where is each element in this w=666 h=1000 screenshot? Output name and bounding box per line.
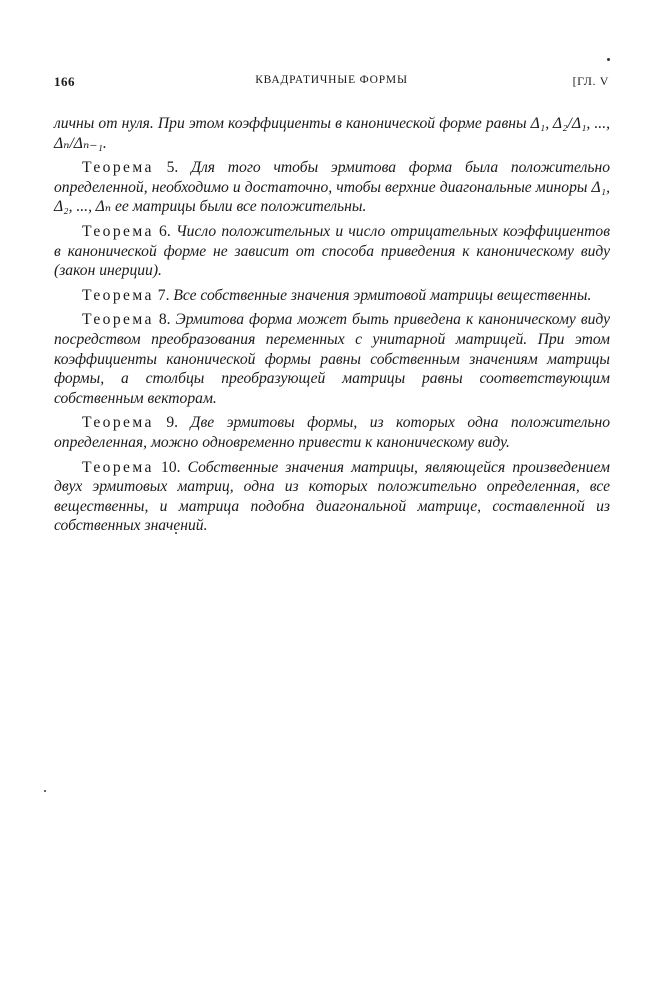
paragraph-continuation: [54, 114, 610, 153]
theorem-5: [54, 158, 610, 217]
theorem-label: Теорема: [82, 414, 154, 432]
theorem-label: Теорема: [82, 458, 154, 476]
theorem-7: [54, 286, 610, 306]
page-number: 166: [54, 74, 75, 89]
theorem-statement: Для того чтобы эрмитова форма была положительно определенной, необходимо и достаточно, чтобы верхние диагональные миноры Δ₁, Δ₂, ..., Δₙ ее матрицы были все положительны.: [54, 159, 611, 216]
chapter-reference: [ГЛ. V: [572, 74, 609, 88]
theorem-label: Теорема: [82, 286, 154, 304]
theorem-number: 6.: [159, 222, 171, 240]
theorem-label: Теорема: [82, 311, 154, 329]
theorem-6: [54, 222, 610, 281]
page-header: [54, 74, 609, 94]
theorem-statement: Собственные значения матрицы, являющейся произведением двух эрмитовых матриц, одна из которых положительно определенная, все вещественны, и матрица подобна диагональной матрице, составленной из собственных значений.: [54, 458, 610, 535]
running-title: КВАДРАТИЧНЫЕ ФОРМЫ: [255, 74, 408, 86]
theorem-number: 7.: [157, 286, 170, 304]
print-speck: [44, 790, 46, 792]
theorem-number: 10.: [161, 458, 181, 476]
theorem-number: 8.: [158, 311, 171, 329]
paragraph-text: личны от нуля. При этом коэффициенты в канонической форме равны Δ₁, Δ₂/Δ₁, ..., Δₙ/Δₙ₋₁.: [54, 115, 610, 152]
theorem-label: Теорема: [82, 222, 154, 240]
theorem-10: [54, 458, 610, 536]
theorem-statement: Две эрмитовы формы, из которых одна положительно определенная, можно одновременно привести к каноническому виду.: [54, 414, 610, 451]
theorem-statement: Число положительных и число отрицательных коэффициентов в канонической форме не зависит от способа приведения к каноническому виду (закон инерции).: [54, 222, 610, 280]
theorem-statement: Эрмитова форма может быть приведена к каноническому виду посредством преобразования переменных с унитарной матрицей. При этом коэффициенты канонической формы равны собственным значениям матрицы формы, а столбцы преобразующей матрицы равны соответствующим собственным векторам.: [54, 311, 610, 407]
theorem-8: [54, 310, 610, 408]
print-speck: [607, 58, 610, 61]
theorem-number: 9.: [166, 414, 179, 432]
body-text: [54, 114, 610, 541]
theorem-number: 5.: [166, 159, 179, 177]
theorem-label: Теорема: [82, 159, 154, 177]
theorem-statement: Все собственные значения эрмитовой матрицы вещественны.: [173, 286, 592, 304]
theorem-9: [54, 413, 610, 452]
